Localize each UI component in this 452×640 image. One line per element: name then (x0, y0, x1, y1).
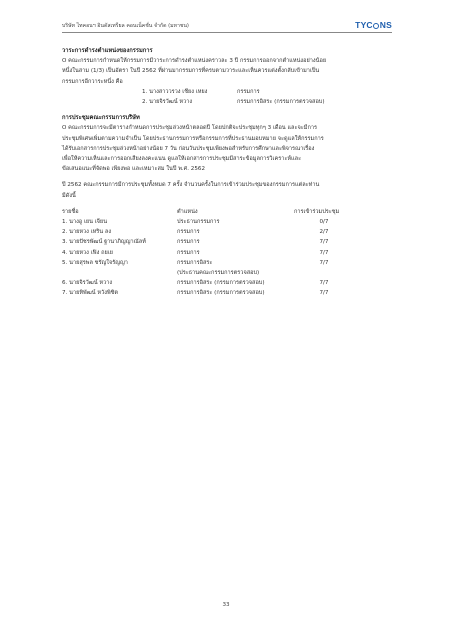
director-position: กรรมการ (177, 249, 200, 256)
attendance-count: 0/7 (319, 219, 329, 226)
table-row (62, 227, 392, 237)
director-position: กรรมการ (177, 229, 200, 236)
director-name: 3. นายปัชรพัฒน์ ฐานาภิญญาณัลท์ (62, 239, 146, 246)
director-name: 5. นายสุรพล ชรัญใจรัญญา (62, 259, 128, 266)
director-row (142, 87, 392, 97)
attendance-table (62, 207, 392, 299)
attendance-count: 7/7 (319, 280, 329, 287)
page-number: 33 (222, 602, 230, 608)
attendance-count: 7/7 (319, 239, 329, 246)
reappointed-directors (62, 87, 392, 107)
director-name: 4. นายหวง เฟิง ถยเย (62, 249, 113, 256)
meeting-paragraph (62, 123, 392, 174)
term-paragraph (62, 56, 392, 87)
meeting-line: O คณะกรรมการจะมีตารางกำหนดการประชุมล่วงหน้าตลอดปี โดยปกติจะประชุมทุกๆ 3 เดือน และจะมีการ (62, 125, 317, 132)
attendance-count: 7/7 (319, 259, 329, 266)
director-name: 2. นายจิรวัฒน์ หวาง (142, 99, 193, 106)
attendance-intro (62, 180, 392, 200)
page-content (62, 46, 392, 299)
director-name: 6. นายจิรวัฒน์ หวาง (62, 280, 113, 287)
director-position: กรรมการอิสระ (กรรมการตรวจสอบ) (177, 290, 265, 297)
director-role: กรรมการอิสระ (กรรมการตรวจสอบ) (237, 99, 325, 106)
position-subnote: (ประธานคณะกรรมการตรวจสอบ) (177, 270, 260, 277)
header-company-name: บริษัท ไทคอนฯ อินดัสเทรียล คอนเน็คชั่น จำกัด (มหาชน) (62, 23, 189, 29)
attendance-count: 2/7 (319, 229, 329, 236)
page-header (62, 20, 392, 34)
term-line: หนึ่งในสาม (1/3) เป็นอัตรา ในปี 2562 ที่ผ่านมากรรมการที่ครบตามวาระและเห็นควรแต่งตั้งกลับเข้ามาเป็น (62, 68, 320, 75)
meeting-heading: การประชุมคณะกรรมการบริษัท (62, 115, 140, 122)
director-name: 2. นายหวง เหริน ลง (62, 229, 112, 236)
table-row (62, 248, 392, 258)
director-position: กรรมการอิสระ (177, 259, 213, 266)
director-position: ประธานกรรมการ (177, 219, 220, 226)
director-role: กรรมการ (237, 88, 260, 95)
director-name: 7. นายทิพัฒน์ หวังพิชิต (62, 290, 119, 297)
term-heading: วาระการดำรงตำแหน่งของกรรมการ (62, 48, 153, 54)
logo-circle-icon (373, 23, 379, 29)
director-name: 1. นางอู เยน เจียน (62, 219, 108, 226)
tycons-logo (355, 20, 392, 30)
table-row (62, 258, 392, 268)
term-line: O คณะกรรมการกำหนดให้กรรมการมีวาระการดำรงตำแหน่งคราวละ 3 ปี กรรมการออกจากตำแหน่งอย่างน้อย (62, 58, 327, 65)
logo-right-text: NS (379, 20, 392, 30)
attendance-intro-line: มีดังนี้ (62, 192, 76, 199)
header-divider (62, 32, 392, 33)
director-position: กรรมการ (177, 239, 200, 246)
director-position: กรรมการอิสระ (กรรมการตรวจสอบ) (177, 280, 265, 287)
column-header-attendance: การเข้าร่วมประชุม (294, 208, 340, 215)
attendance-count: 7/7 (319, 249, 329, 256)
meeting-line: ข้อเสนอแนะที่จัดพอ เพียงพอ และเหมาะสม ในปี พ.ศ. 2562 (62, 166, 206, 173)
table-row (62, 237, 392, 247)
table-row (62, 288, 392, 298)
meeting-line: ประชุมพิเศษเพิ่มตามความจำเป็น โดยประธานกรรมการหรือกรรมการที่ประธานมอบหมาย จะดูแลให้กรรมการ (62, 135, 324, 142)
table-row (62, 217, 392, 227)
attendance-count: 7/7 (319, 290, 329, 297)
meeting-line: เพื่อให้ความเห็นและการออกเสียงลงคะแนน ดูแลให้เอกสารการประชุมมีสาระข้อมูลการวิเคราะห์และ (62, 156, 302, 163)
column-header-name: รายชื่อ (62, 208, 79, 215)
director-name: 1. นางสาววรวง เชียง เหยง (142, 88, 208, 95)
term-line: กรรมการอีกวาระหนึ่ง คือ (62, 78, 123, 85)
attendance-table-header (62, 207, 392, 217)
table-row (62, 278, 392, 288)
column-header-position: ตำแหน่ง (177, 208, 198, 215)
logo-left-text: TYC (355, 20, 373, 30)
director-row (142, 97, 392, 107)
attendance-intro-line: ปี 2562 คณะกรรมการมีการประชุมทั้งหมด 7 ครั้ง จำนวนครั้งในการเข้าร่วมประชุมของกรรมการแต่ละท่าน (62, 182, 320, 189)
meeting-line: ได้รับเอกสารการประชุมล่วงหน้าอย่างน้อย 7 วัน ก่อนวันประชุมเพียงพอสำหรับการศึกษาและพิจารณาเรื่อง (62, 145, 315, 152)
